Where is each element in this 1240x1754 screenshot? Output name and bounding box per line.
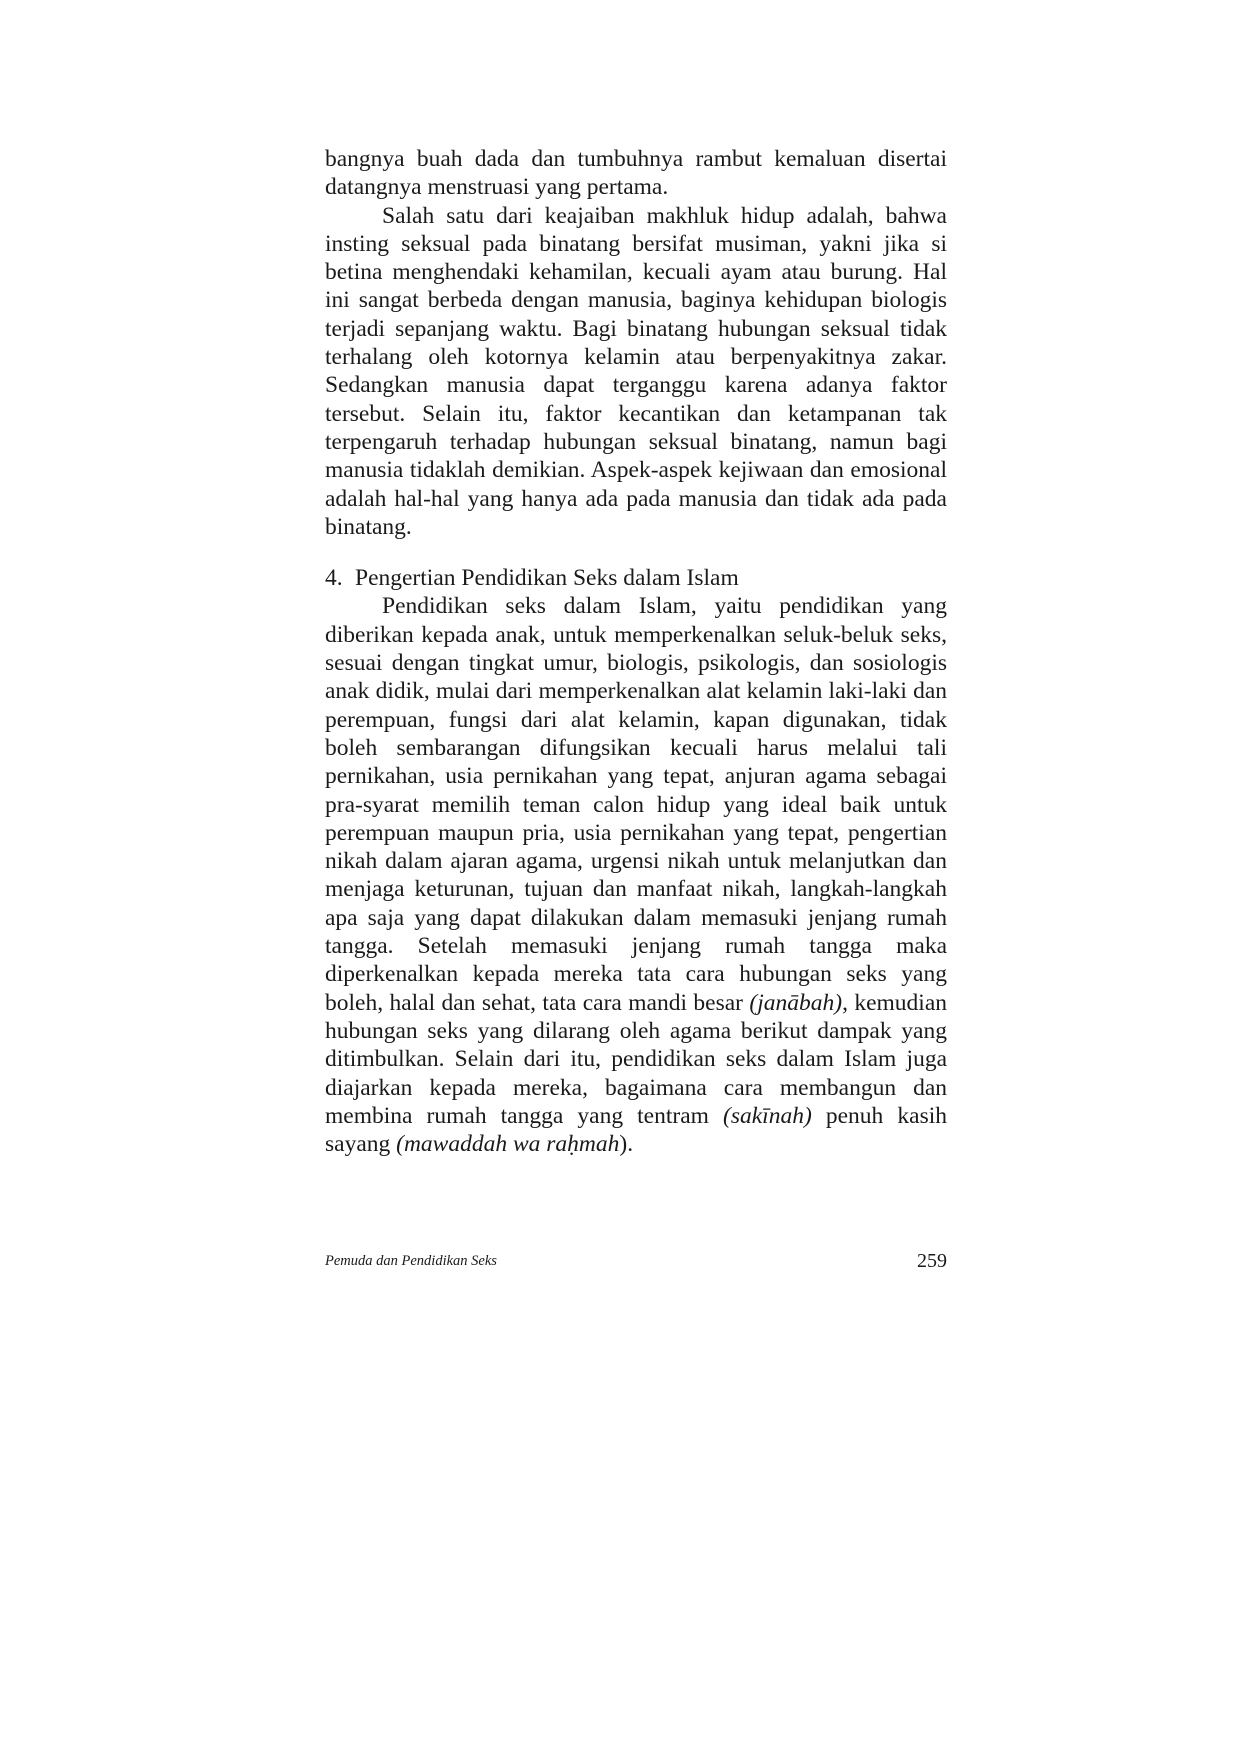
running-title: Pemuda dan Pendidikan Seks <box>325 1253 497 1269</box>
text-run: Pendidikan seks dalam Islam, yaitu pendidikan yang diberikan kepada anak, untuk memperkenalkan seluk-beluk seks, sesuai dengan tingkat umur, biologis, psikologis, dan sosiologis anak didik, mulai dari memperkenalkan alat kelamin laki-laki dan perempuan, fungsi dari alat kelamin, kapan digunakan, tidak boleh sembarangan difungsikan kecuali harus melalui tali pernikahan, usia pernikahan yang tepat, anjuran agama sebagai pra-syarat memilih teman calon hidup yang ideal baik untuk perempuan maupun pria, usia pernikahan yang tepat, pengertian nikah dalam ajaran agama, urgensi nikah untuk melanjutkan dan menjaga keturunan, tujuan dan manfaat nikah, langkah-langkah apa saja yang dapat dilakukan dalam memasuki jenjang rumah tangga. Setelah memasuki jenjang rumah tangga maka diperkenalkan kepada mereka tata cara hubungan seks yang boleh, halal dan sehat, tata cara mandi besar <box>325 593 947 1016</box>
text-run: penuh kasih sayang <box>325 1102 947 1158</box>
page-number: 259 <box>917 1250 947 1272</box>
paragraph-continuation: bangnya buah dada dan tumbuhnya rambut kemaluan disertai datangnya menstruasi yang pertama. <box>325 146 947 201</box>
text-run: ). <box>619 1131 634 1158</box>
term-sakinah: (sakīnah) <box>723 1102 812 1129</box>
section-title: Pengertian Pendidikan Seks dalam Islam <box>355 565 739 592</box>
paragraph-animal-instinct: Salah satu dari keajaiban makhluk hidup adalah, bahwa insting seksual pada binatang bersifat musiman, yakni jika si betina menghendaki kehamilan, kecuali ayam atau burung. Hal ini sangat berbeda dengan manusia, baginya kehidupan biologis terjadi sepanjang waktu. Bagi binatang hubungan seksual tidak terhalang oleh kotornya kelamin atau berpenyakitnya zakar. Sedangkan manusia dapat terganggu karena adanya faktor tersebut. Selain itu, faktor kecantikan dan ketampanan tak terpengaruh terhadap hubungan seksual binatang, namun bagi manusia tidaklah demikian. Aspek-aspek kejiwaan dan emosional adalah hal-hal yang hanya ada pada manusia dan tidak ada pada binatang. <box>325 202 947 540</box>
text-run: , kemudian hubungan seks yang dilarang oleh agama berikut dampak yang ditimbulkan. Selain dari itu, pendidikan seks dalam Islam juga diajarkan kepada mereka, bagaimana cara membangun dan membina rumah tangga yang tentram <box>325 989 948 1129</box>
term-janabah: (janābah) <box>749 989 843 1016</box>
term-mawaddah-wa-rahmah: (mawaddah wa raḥmah <box>396 1131 620 1158</box>
section-heading <box>325 564 947 592</box>
paragraph-sex-education-definition <box>325 592 947 1158</box>
page-footer <box>325 1250 947 1274</box>
section-number: 4. <box>325 565 343 592</box>
page-body <box>325 145 947 1158</box>
